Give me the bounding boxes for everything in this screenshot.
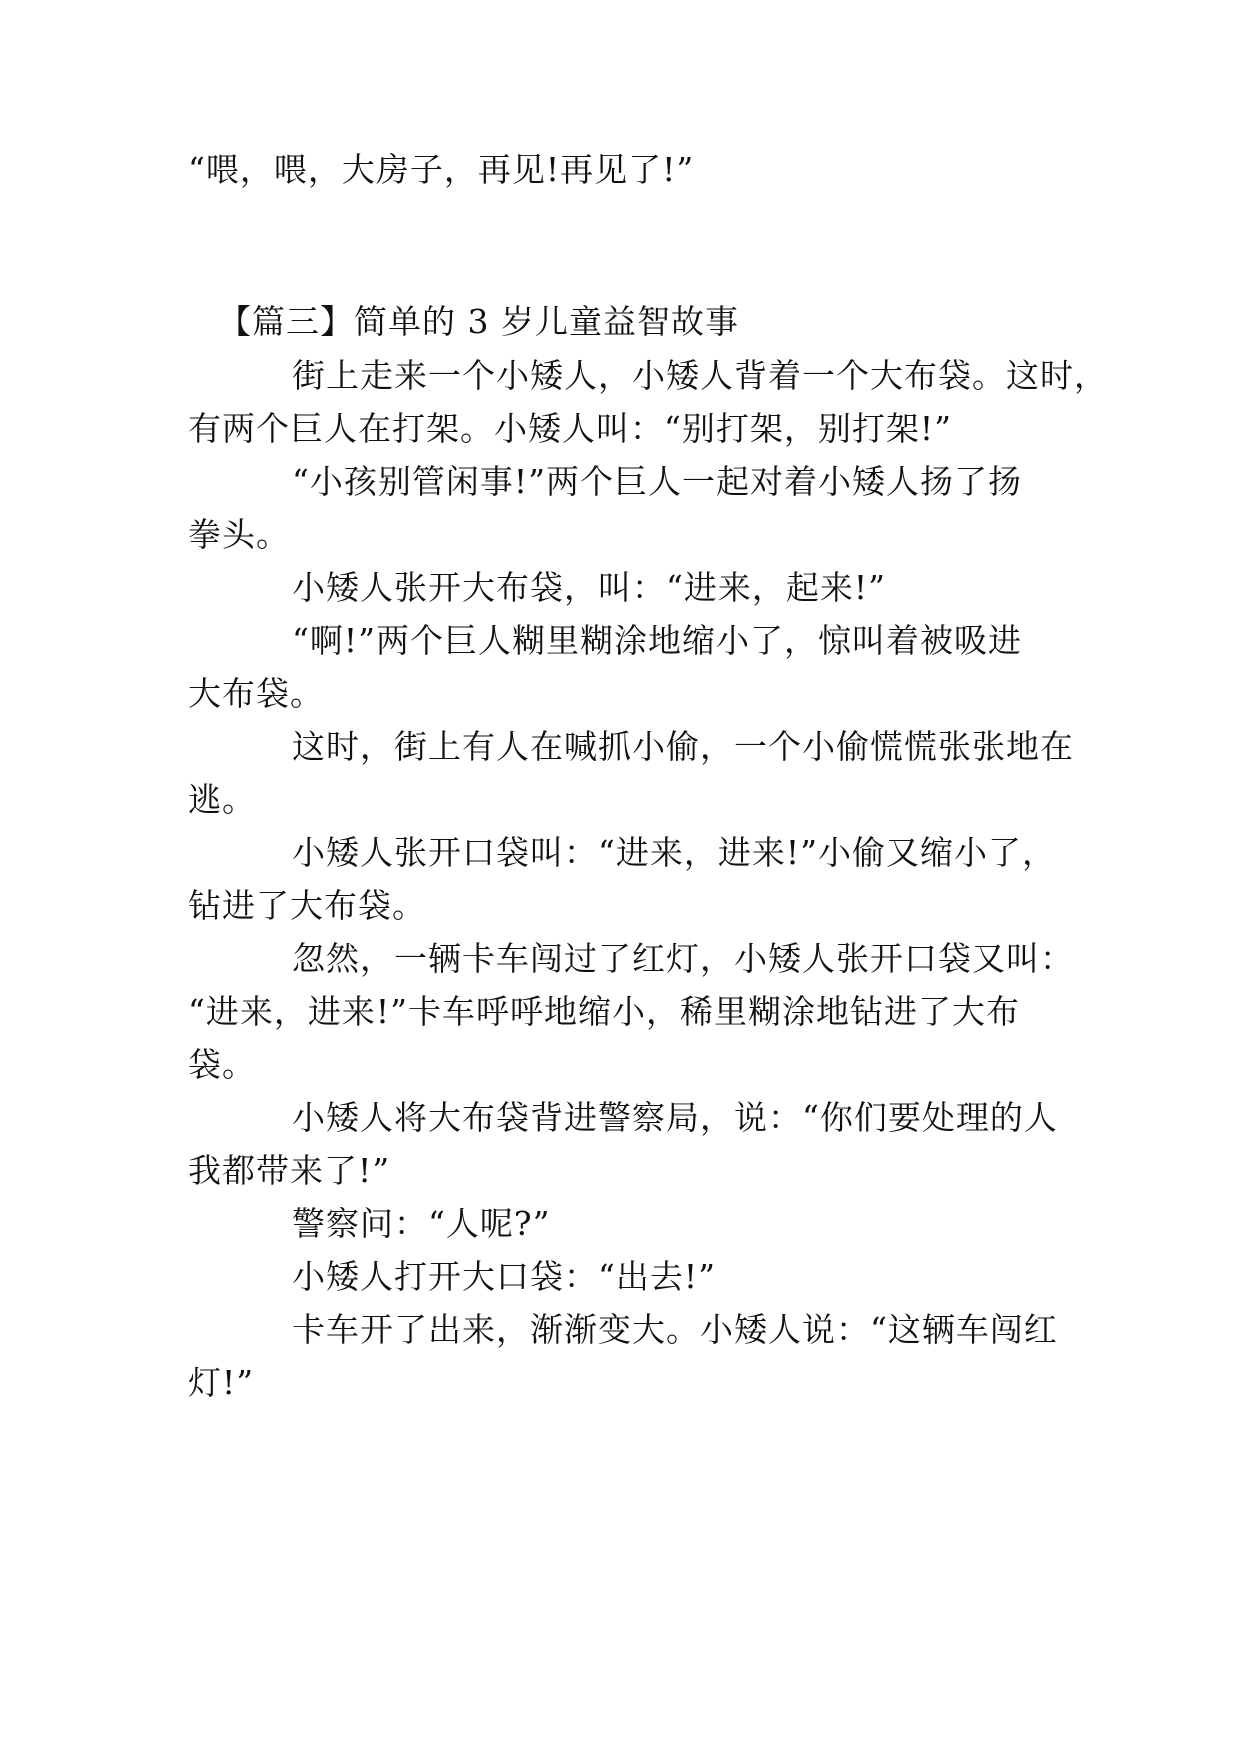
text-line: “小孩别管闲事!”两个巨人一起对着小矮人扬了扬 bbox=[292, 462, 1023, 501]
text-line: 忽然，一辆卡车闯过了红灯，小矮人张开口袋又叫： bbox=[292, 939, 1074, 978]
text-line: 袋。 bbox=[188, 1045, 256, 1084]
text-line: 小矮人张开口袋叫：“进来，进来!”小偷又缩小了， bbox=[292, 833, 1057, 872]
text-line: 小矮人打开大口袋：“出去!” bbox=[292, 1257, 717, 1296]
text-line: 警察问：“人呢?” bbox=[292, 1204, 551, 1243]
text-line: 小矮人张开大布袋，叫：“进来，起来!” bbox=[292, 568, 887, 607]
text-line: 卡车开了出来，渐渐变大。小矮人说：“这辆车闯红 bbox=[292, 1310, 1058, 1349]
text-line: 街上走来一个小矮人，小矮人背着一个大布袋。这时， bbox=[292, 356, 1108, 395]
text-line: 小矮人将大布袋背进警察局，说：“你们要处理的人 bbox=[292, 1098, 1058, 1137]
section-heading: 【篇三】简单的 3 岁儿童益智故事 bbox=[218, 302, 739, 341]
text-line: “啊!”两个巨人糊里糊涂地缩小了，惊叫着被吸进 bbox=[292, 621, 1023, 660]
text-line: 这时，街上有人在喊抓小偷，一个小偷慌慌张张地在 bbox=[292, 727, 1074, 766]
text-line: “喂，喂，大房子，再见!再见了!” bbox=[188, 150, 695, 189]
text-line: 灯!” bbox=[188, 1363, 255, 1402]
text-line: 逃。 bbox=[188, 780, 256, 819]
text-line: 拳头。 bbox=[188, 515, 290, 554]
text-line: 有两个巨人在打架。小矮人叫：“别打架，别打架!” bbox=[188, 409, 953, 448]
text-line: “进来，进来!”卡车呼呼地缩小，稀里糊涂地钻进了大布 bbox=[188, 992, 1021, 1031]
text-line: 我都带来了!” bbox=[188, 1151, 391, 1190]
text-line: 大布袋。 bbox=[188, 674, 324, 713]
text-line: 钻进了大布袋。 bbox=[188, 886, 426, 925]
